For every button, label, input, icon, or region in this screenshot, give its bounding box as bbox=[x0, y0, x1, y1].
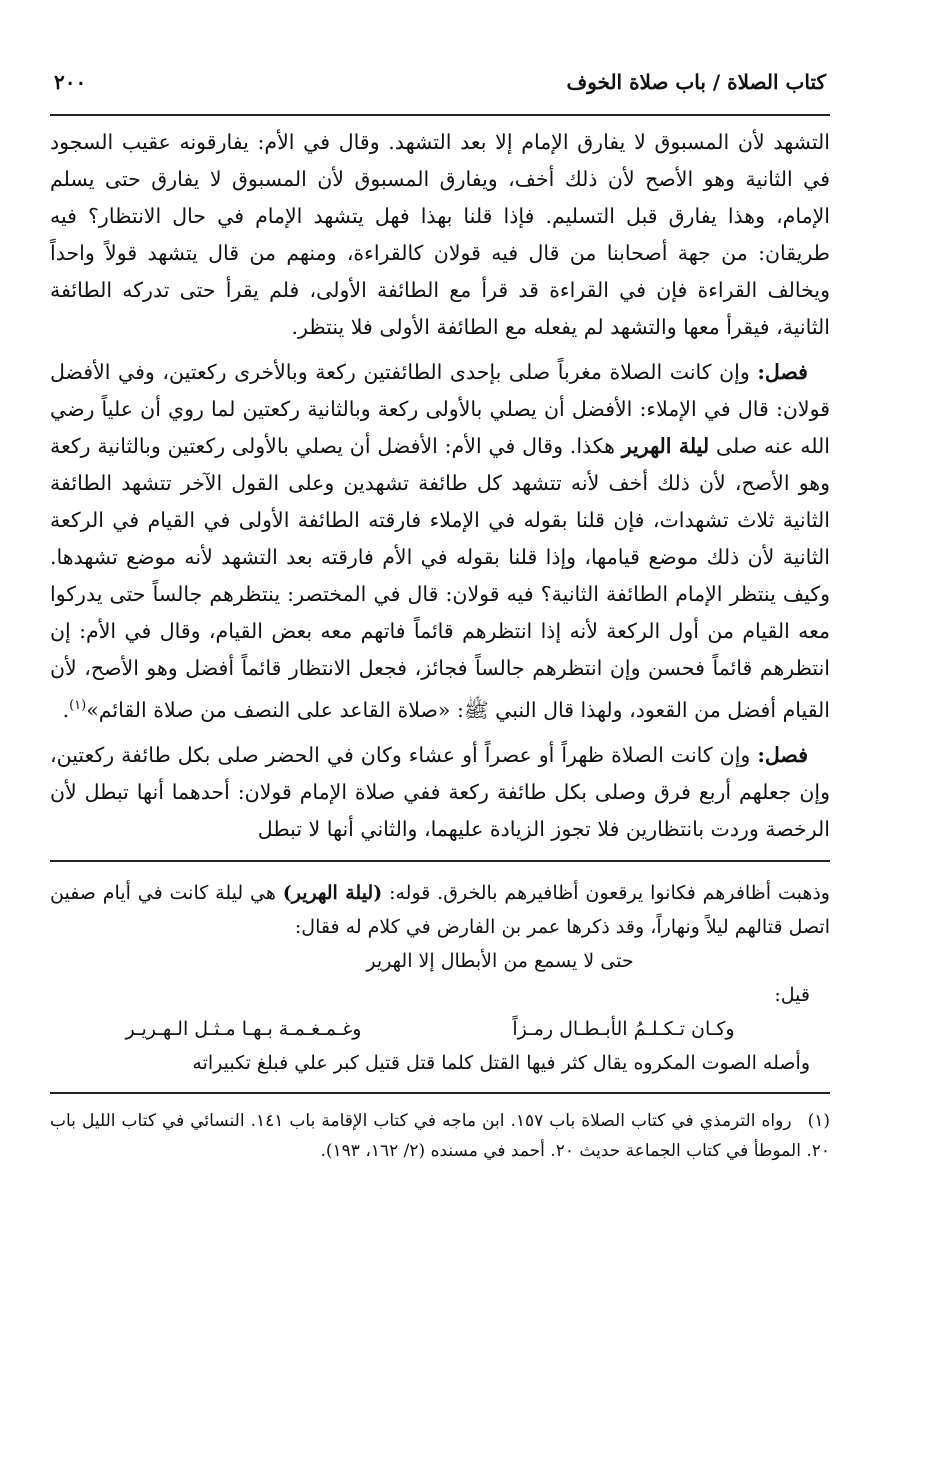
footnotes bbox=[50, 1106, 830, 1166]
verse-single: حتى لا يسمع من الأبطال إلا الهرير bbox=[366, 949, 634, 972]
footnote-1 bbox=[50, 1106, 830, 1166]
section-3-lead: فصل: bbox=[757, 742, 808, 767]
verse-couplet bbox=[50, 1012, 830, 1046]
section-2-bold-term: ليلة الهرير bbox=[621, 434, 710, 458]
note-text-a: وذهبت أظافرهم فكانوا يرقعون أظافيرهم بالخرق. قوله: bbox=[389, 881, 830, 904]
section-2-text-b: هكذا. وقال في الأم: الأفضل أن يصلي بالأولى ركعتين وبالثانية ركعة وهو الأصح، لأن ذلك أخف لأنه تتشهد كل طائفة تشهدين وعلى القول الآخر تتشهد الطائفة الثانية ثلاث تشهدات، فإن قلنا بقوله في الإملاء فارقته الطائفة الأولى في القيام في الركعة الثانية لأن ذلك موضع قيامها، وإذا قلنا بقوله في الأم فارقته بعد التشهد لأنه موضع تشهدها. وكيف ينتظر الإمام الطائفة الثانية؟ فيه قولان: قال في المختصر: ينتظرهم جالساً حتى يدركوا معه القيام من أول الركعة لأنه إذا انتظرهم قائماً فاتهم معه بعض القيام، وقال في الأم: إن انتظرهم قائماً فحسن وإن انتظرهم جالساً فجائز، فجعل الانتظار قائماً أفضل وهو الأصح، لأن القيام أفضل من القعود، ولهذا قال النبي ﷺ: «صلاة القاعد على النصف من صلاة القائم» bbox=[50, 434, 830, 722]
note-bold-term: (ليلة الهرير) bbox=[282, 881, 383, 904]
section-3 bbox=[50, 737, 830, 848]
page-number: ٢٠٠ bbox=[54, 70, 87, 94]
main-text bbox=[50, 124, 830, 848]
section-2-lead: فصل: bbox=[757, 360, 808, 384]
footnote-text: رواه الترمذي في كتاب الصلاة باب ١٥٧. ابن ماجه في كتاب الإقامة باب ١٤١. النسائي في كتاب الليل باب ٢٠. الموطأ في كتاب الجماعة حديث ٢٠. أحمد في مسنده (٢/ ١٦٢، ١٩٣). bbox=[50, 1110, 830, 1161]
footnote-number: (١) bbox=[807, 1110, 830, 1131]
section-2: فصل: وإن كانت الصلاة مغرباً صلى بإحدى الطائفتين ركعة وبالأخرى ركعتين، وفي الأفضل قولان: قال في الإملاء: الأفضل أن يصلي بالأولى ركعة وبالثانية ركعتين لما روي أن علياً رضي الله عنه صلى ليلة الهرير هكذا. وقال في الأم: الأفضل أن يصلي بالأولى ركعتين وبالثانية ركعة وهو الأصح، لأن ذلك أخف لأنه تتشهد كل طائفة تشهدين وعلى القول الآخر تتشهد الطائفة الثانية ثلاث تشهدات، فإن قلنا بقوله في الإملاء فارقته الطائفة الأولى في القيام في الركعة الثانية لأن ذلك موضع قيامها، وإذا قلنا بقوله في الأم فارقته بعد التشهد لأنه موضع تشهدها. وكيف ينتظر الإمام الطائفة الثانية؟ فيه قولان: قال في المختصر: ينتظرهم جالساً حتى يدركوا معه القيام من أول الركعة لأنه إذا انتظرهم قائماً فاتهم معه بعض القيام، وقال في الأم: إن انتظرهم قائماً فحسن وإن انتظرهم جالساً فجائز، فجعل الانتظار قائماً أفضل وهو الأصح، لأن القيام أفضل من القعود، ولهذا قال النبي ﷺ: «صلاة القاعد على النصف من صلاة القائم»$^{(١)}$. bbox=[50, 360, 830, 722]
section-2-text-a: وإن كانت الصلاة مغرباً صلى بإحدى الطائفتين ركعة وبالأخرى ركعتين، وفي الأفضل قولان: قال في الإملاء: الأفضل أن يصلي بالأولى ركعة وبالثانية ركعتين لما روي أن علياً رضي الله عنه صلى bbox=[50, 360, 830, 458]
footnotes-divider bbox=[50, 1092, 830, 1094]
header-divider bbox=[50, 114, 830, 116]
running-title: كتاب الصلاة / باب صلاة الخوف bbox=[566, 70, 826, 94]
page bbox=[50, 70, 830, 1166]
note-last-line: وأصله الصوت المكروه يقال كثر فيها القتل كلما قتل قتيل كبر علي فبلغ تكبيراته bbox=[192, 1051, 810, 1074]
verse-right-hemistich: وكـان تـكـلـمُ الأبـطـال رمـزاً bbox=[512, 1017, 735, 1040]
paragraph-1: التشهد لأن المسبوق لا يفارق الإمام إلا بعد التشهد. وقال في الأم: يفارقونه عقيب السجود في الثانية وهو الأصح لأن ذلك أخف، ويفارق المسبوق لأن المسبوق لا يفارق حتى يسلم الإمام، وهذا يفارق قبل التسليم. فإذا قلنا بهذا فهل يتشهد الإمام في حال الانتظار؟ فيه طريقان: من جهة أصحابنا من قال فيه قولان كالقراءة، ومنهم من قال يتشهد قولاً واحداً ويخالف القراءة فإن في القراءة قد قرأ مع الطائفة الأولى، فلم يقرأ حتى تدركه الطائفة الثانية، فيقرأ معها والتشهد لم يفعله مع الطائفة الأولى فلا ينتظر. bbox=[50, 130, 830, 339]
commentary-notes bbox=[50, 876, 830, 1080]
note-line-1 bbox=[50, 876, 830, 944]
note-text-b: هي ليلة كانت في أيام صفين اتصل قتالهم ليلاً ونهاراً، وقد ذكرها عمر بن الفارض في كلام له فقال: bbox=[50, 881, 830, 938]
section-3-text: وإن كانت الصلاة ظهراً أو عصراً أو عشاء وكان في الحضر صلى بكل طائفة ركعتين، وإن جعلهم أربع فرق وصلى بكل طائفة ركعة ففي صلاة الإمام قولان: أحدهما أنها تبطل لأن الرخصة وردت بانتظارين فلا تجوز الزيادة عليهما، والثاني أنها لا تبطل bbox=[50, 742, 830, 841]
page-header bbox=[50, 70, 830, 110]
qil-label: قيل: bbox=[774, 983, 810, 1006]
notes-divider bbox=[50, 860, 830, 862]
footnote-ref: (١) bbox=[69, 698, 87, 713]
verse-left-hemistich: وغـمـغـمـة بـهـا مـثـل الـهـريـر bbox=[125, 1017, 362, 1040]
